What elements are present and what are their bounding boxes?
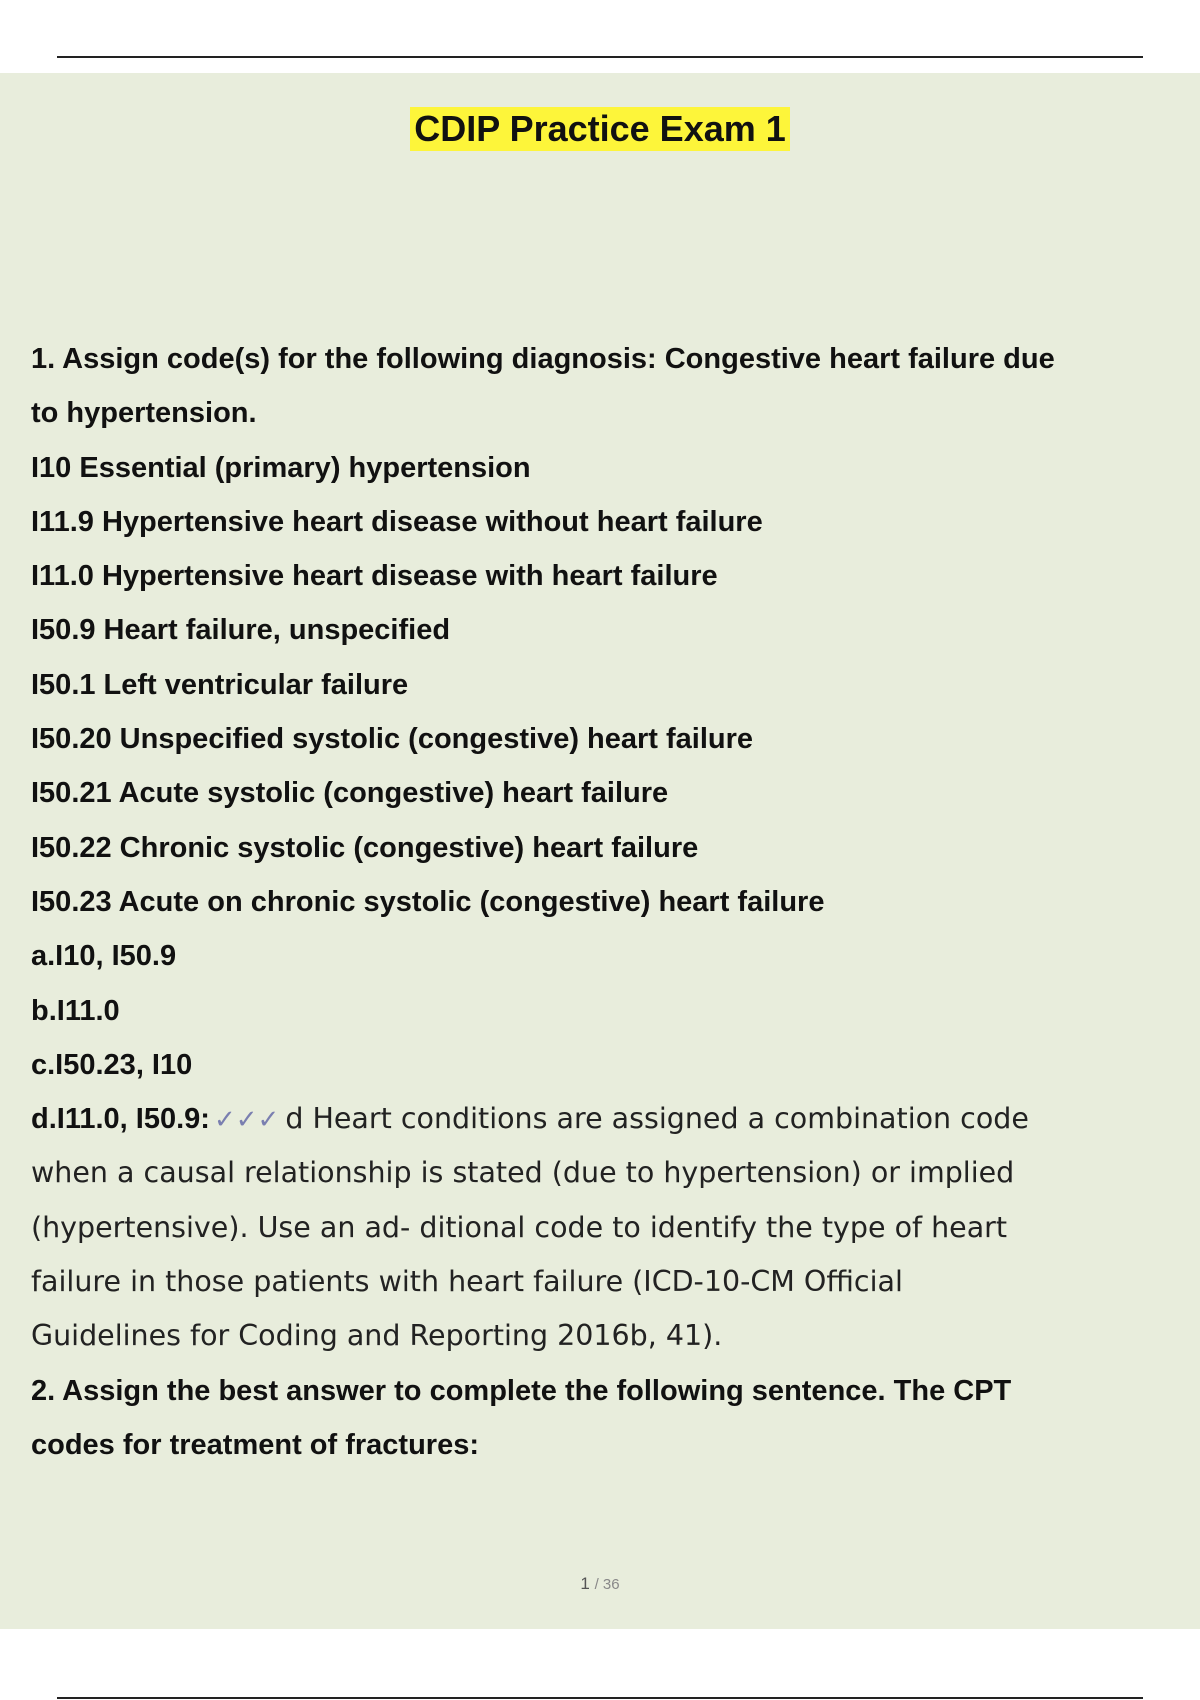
option-d-answer-line — [31, 1092, 1161, 1146]
answer-explanation-start: d Heart conditions are assigned a combination code — [285, 1102, 1029, 1136]
option-d: d.I11.0, I50.9: — [31, 1103, 210, 1136]
question-1-stem-line-1: 1. Assign code(s) for the following diagnosis: Congestive heart failure due — [31, 343, 1055, 375]
page-current: 1 — [580, 1574, 590, 1593]
code-line: I11.9 Hypertensive heart disease without heart failure — [31, 505, 763, 538]
page-indicator — [0, 1574, 1200, 1594]
answer-explanation-line: failure in those patients with heart failure (ICD-10-CM Official — [31, 1265, 903, 1299]
question-1-stem-line-2: to hypertension. — [31, 397, 257, 430]
page-title: CDIP Practice Exam 1 — [410, 107, 790, 151]
top-rule — [57, 56, 1143, 58]
title-container — [0, 107, 1200, 151]
document-body — [31, 332, 1161, 1472]
code-line: I50.23 Acute on chronic systolic (congestive) heart failure — [31, 885, 825, 918]
code-line: I50.9 Heart failure, unspecified — [31, 614, 451, 647]
code-line: I11.0 Hypertensive heart disease with heart failure — [31, 560, 718, 593]
question-2-stem-line-1: 2. Assign the best answer to complete the following sentence. The CPT — [31, 1374, 1012, 1407]
code-line: I50.21 Acute systolic (congestive) heart failure — [31, 777, 669, 810]
code-line: I50.22 Chronic systolic (congestive) heart failure — [31, 831, 699, 864]
answer-explanation-line: Guidelines for Coding and Reporting 2016b, 41). — [31, 1319, 723, 1353]
code-line: I10 Essential (primary) hypertension — [31, 451, 531, 484]
option-a: a.I10, I50.9 — [31, 940, 177, 973]
option-c: c.I50.23, I10 — [31, 1048, 193, 1081]
bottom-rule — [57, 1697, 1143, 1699]
code-line: I50.20 Unspecified systolic (congestive) heart failure — [31, 723, 754, 756]
option-b: b.I11.0 — [31, 994, 120, 1027]
answer-explanation-line: when a causal relationship is stated (due to hypertension) or implied — [31, 1156, 1015, 1190]
page-total: / 36 — [594, 1576, 620, 1593]
checkmark-icon: ✓✓✓ — [213, 1105, 280, 1136]
question-2-stem-line-2: codes for treatment of fractures: — [31, 1428, 479, 1461]
answer-explanation-line: (hypertensive). Use an ad- ditional code to identify the type of heart — [31, 1210, 1008, 1244]
code-line: I50.1 Left ventricular failure — [31, 668, 409, 701]
